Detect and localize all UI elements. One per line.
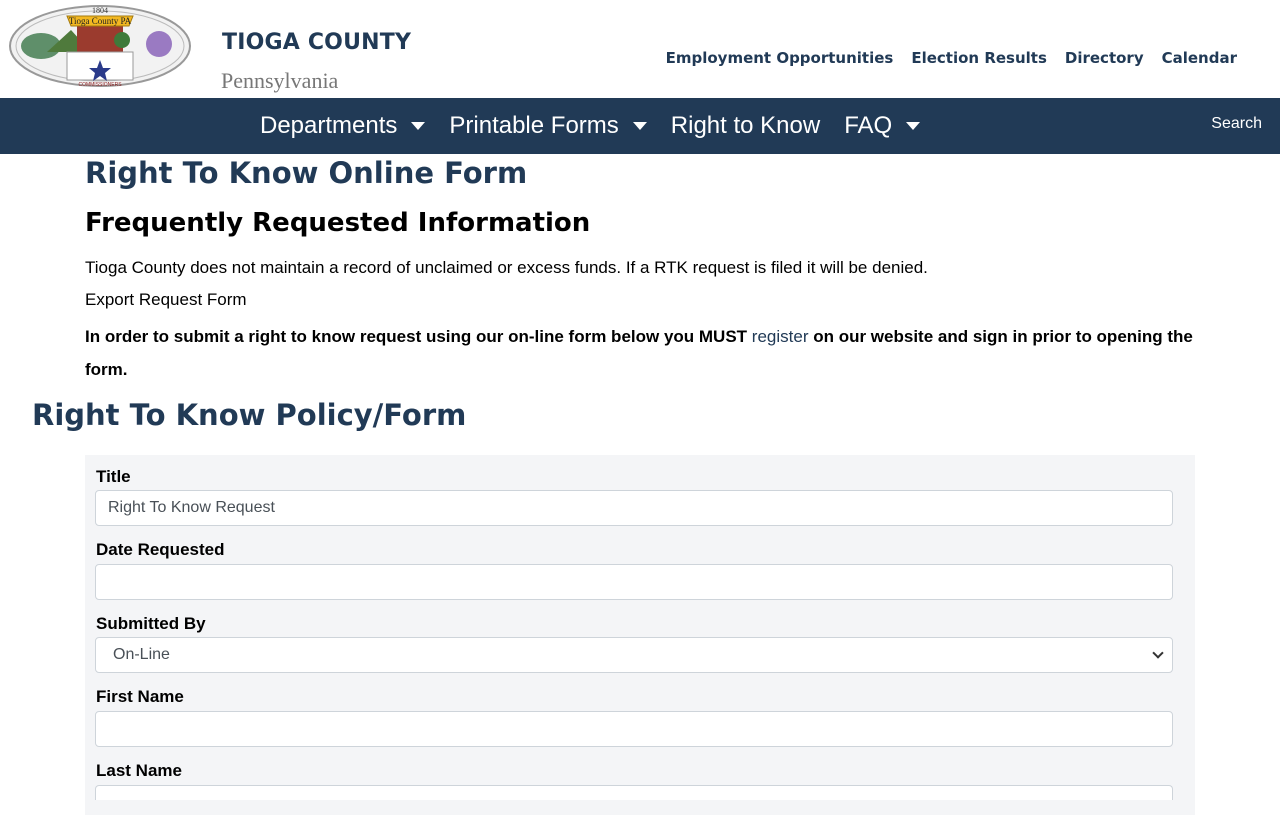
nav-right-to-know[interactable] [671,112,820,140]
nav-printable-forms-label: Printable Forms [449,112,619,139]
main-navbar [0,98,1280,154]
chevron-down-icon [1152,647,1163,658]
last-name-input[interactable] [95,785,1173,800]
county-seal-logo[interactable] [7,4,193,88]
title-label: Title [96,467,131,486]
svg-text:COMMISSIONERS: COMMISSIONERS [78,82,122,88]
policy-form-heading: Right To Know Policy/Form [32,398,467,432]
site-header [0,0,1280,98]
register-link[interactable]: register [751,327,809,346]
caret-down-icon [411,122,425,130]
caret-down-icon [633,122,647,130]
directory-link[interactable]: Directory [1064,49,1144,67]
last-name-label: Last Name [96,761,182,780]
page-title: Right To Know Online Form [85,156,528,190]
nav-departments[interactable] [260,112,425,140]
svg-text:Tioga County PA: Tioga County PA [68,16,132,26]
nav-right-to-know-label: Right to Know [670,112,821,139]
section-heading-frequently-requested: Frequently Requested Information [85,208,591,238]
employment-opportunities-link[interactable]: Employment Opportunities [665,49,894,67]
election-results-link[interactable]: Election Results [911,49,1047,67]
nav-faq-label: FAQ [844,112,893,139]
title-input[interactable]: Right To Know Request [95,490,1173,526]
calendar-link[interactable]: Calendar [1161,49,1237,67]
submitted-by-value: On-Line [113,646,170,663]
first-name-input[interactable] [95,711,1173,747]
caret-down-icon [906,122,920,130]
search-link[interactable]: Search [1211,115,1262,132]
brand-state[interactable]: Pennsylvania [221,68,339,93]
date-requested-label: Date Requested [96,540,225,559]
register-notice: In order to submit a right to know request using our on-line form below you MUST register on our website and sign in prior to opening the form. [85,327,1193,379]
nav-faq[interactable] [844,112,920,140]
submitted-by-select[interactable] [95,637,1173,673]
svg-text:1804: 1804 [92,6,108,15]
unclaimed-funds-notice: Tioga County does not maintain a record of unclaimed or excess funds. If a RTK request is filed it will be denied. [85,258,928,277]
brand-name[interactable]: TIOGA COUNTY [222,30,412,55]
date-requested-input[interactable] [95,564,1173,600]
export-request-form-text: Export Request Form [85,290,247,309]
nav-printable-forms[interactable] [449,112,646,140]
submitted-by-label: Submitted By [96,614,206,633]
top-links [666,49,1237,67]
nav-departments-label: Departments [260,112,398,139]
first-name-label: First Name [96,687,184,706]
